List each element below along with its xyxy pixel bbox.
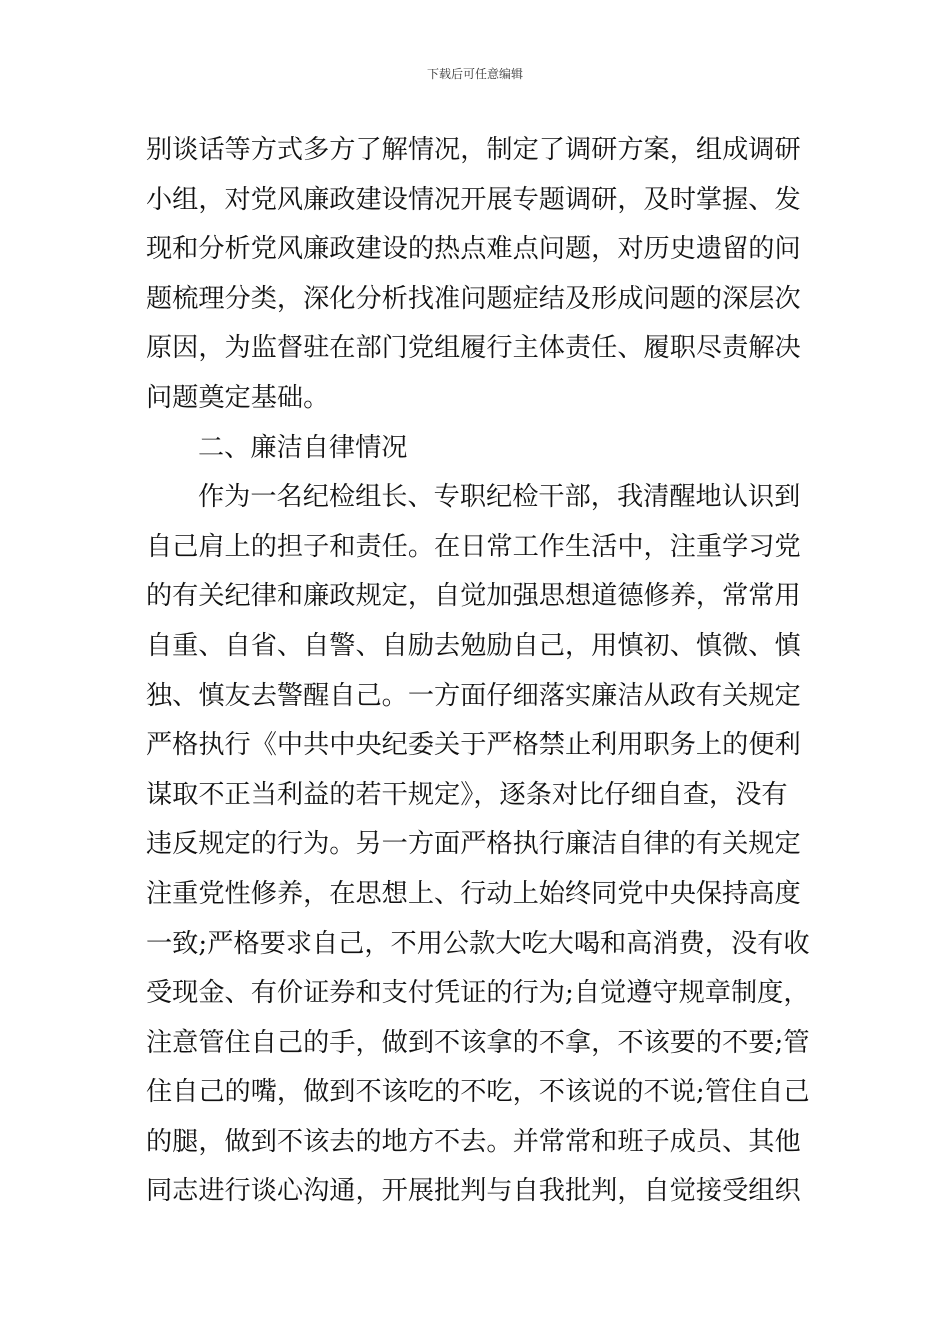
text-line: 注重党性修养，在思想上、行动上始终同党中央保持高度 (146, 878, 801, 909)
text-line: 受现金、有价证券和支付凭证的行为;自觉遵守规章制度， (146, 978, 810, 1009)
header-note: 下载后可任意编辑 (426, 67, 523, 81)
text-line: 注意管住自己的手，做到不该拿的不拿，不该要的不要;管 (146, 1027, 810, 1058)
section-heading: 二、廉洁自律情况 (198, 432, 408, 463)
text-line: 同志进行谈心沟通，开展批判与自我批判，自觉接受组织 (146, 1176, 801, 1207)
text-line: 严格执行《中共中央纪委关于严格禁止利用职务上的便利 (146, 730, 801, 761)
text-line: 小组，对党风廉政建设情况开展专题调研，及时掌握、发 (146, 184, 801, 215)
text-line: 的有关纪律和廉政规定，自觉加强思想道德修养，常常用 (146, 581, 801, 612)
text-line: 题梳理分类，深化分析找准问题症结及形成问题的深层次 (146, 283, 801, 314)
text-line: 自重、自省、自警、自励去勉励自己，用慎初、慎微、慎 (146, 630, 801, 661)
text-line: 自己肩上的担子和责任。在日常工作生活中，注重学习党 (146, 531, 801, 562)
document-body (146, 126, 816, 1217)
text-line: 的腿，做到不该去的地方不去。并常常和班子成员、其他 (146, 1126, 801, 1157)
text-line: 问题奠定基础。 (146, 382, 330, 413)
text-line: 谋取不正当利益的若干规定》，逐条对比仔细自查，没有 (146, 779, 788, 810)
text-line: 违反规定的行为。另一方面严格执行廉洁自律的有关规定 (146, 829, 801, 860)
text-line: 别谈话等方式多方了解情况，制定了调研方案，组成调研 (146, 135, 801, 165)
text-line: 住自己的嘴，做到不该吃的不吃，不该说的不说;管住自己 (146, 1077, 810, 1108)
text-line: 独、慎友去警醒自己。一方面仔细落实廉洁从政有关规定 (146, 680, 801, 711)
paragraph-first-line: 作为一名纪检组长、专职纪检干部，我清醒地认识到 (198, 482, 801, 513)
text-line: 一致;严格要求自己，不用公款大吃大喝和高消费，没有收 (146, 928, 810, 959)
text-line: 现和分析党风廉政建设的热点难点问题，对历史遗留的问 (146, 234, 801, 265)
text-line: 原因，为监督驻在部门党组履行主体责任、履职尽责解决 (146, 333, 801, 364)
